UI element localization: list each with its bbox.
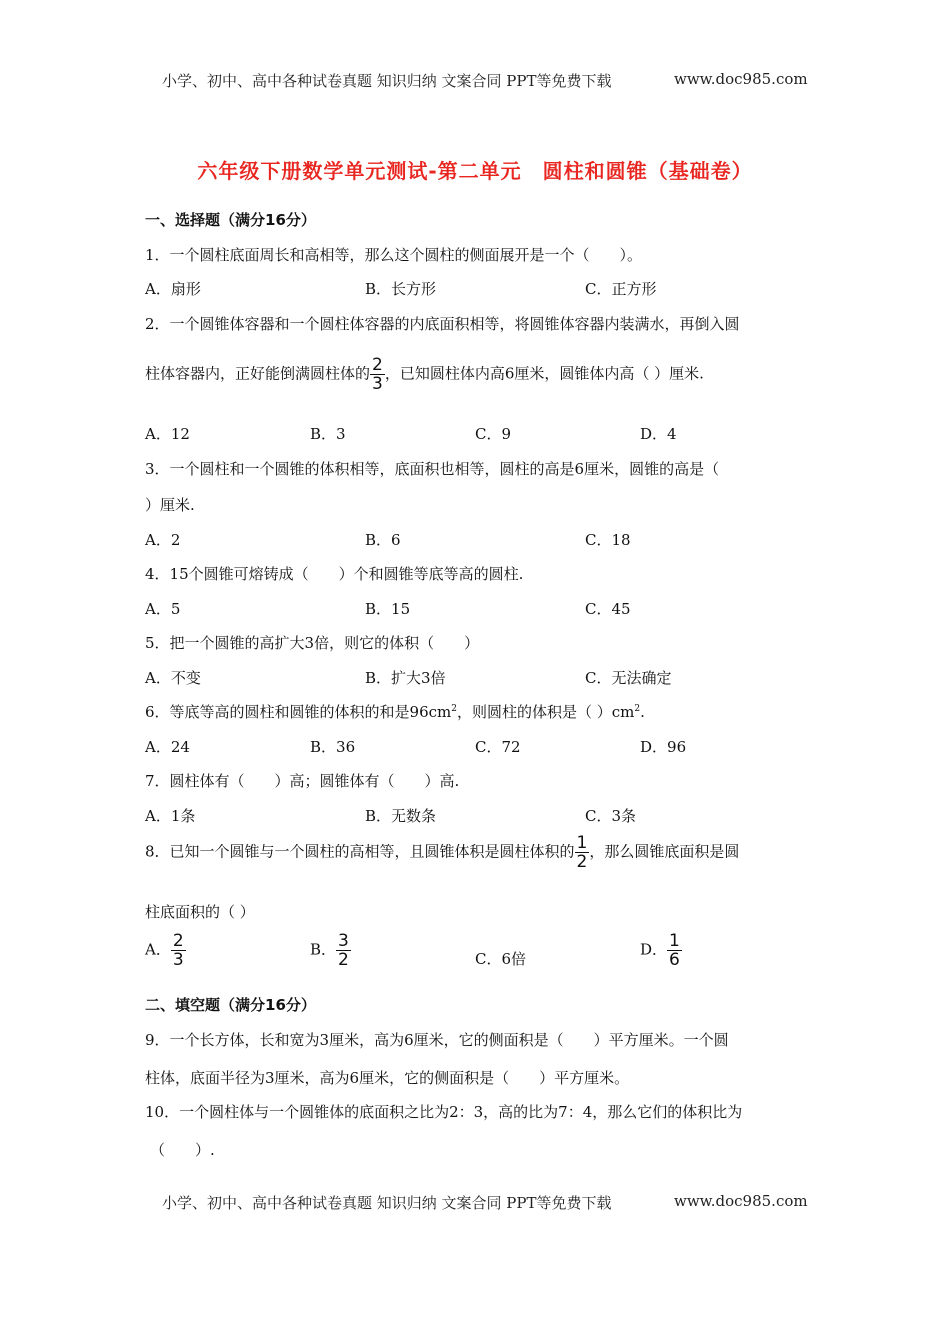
numerator: 1 bbox=[576, 833, 588, 853]
option: C．6倍 bbox=[475, 950, 527, 968]
option-label: D． bbox=[640, 940, 668, 959]
question-5: 5．把一个圆锥的高扩大3倍，则它的体积（ ） bbox=[145, 634, 480, 652]
question-1: 1．一个圆柱底面周长和高相等，那么这个圆柱的侧面展开是一个（ ）。 bbox=[145, 246, 643, 264]
superscript: 2 bbox=[634, 704, 641, 714]
question-9-line-1: 9．一个长方体，长和宽为3厘米，高为6厘米，它的侧面积是（ ）平方厘米。一个圆 bbox=[145, 1031, 729, 1049]
text-fragment: ，则圆柱的体积是（ ）cm bbox=[457, 703, 635, 721]
question-10-line-1: 10．一个圆柱体与一个圆锥体的底面积之比为2：3，高的比为7：4，那么它们的体积比为 bbox=[145, 1103, 743, 1121]
option: B．6 bbox=[365, 531, 401, 549]
option: A．1条 bbox=[145, 807, 196, 825]
option-label: A． bbox=[145, 940, 171, 959]
option: B．3 bbox=[310, 425, 346, 443]
fraction bbox=[575, 834, 590, 871]
option: C．3条 bbox=[585, 807, 637, 825]
question-8-line-2: 柱底面积的（ ） bbox=[145, 903, 255, 921]
header-text: 小学、初中、高中各种试卷真题 知识归纳 文案合同 PPT等免费下载 bbox=[162, 72, 612, 90]
option: A．12 bbox=[145, 425, 190, 443]
question-9-line-2: 柱体，底面半径为3厘米，高为6厘米，它的侧面积是（ ）平方厘米。 bbox=[145, 1069, 630, 1087]
option: C．45 bbox=[585, 600, 631, 618]
section-heading: 一、选择题（满分16分） bbox=[145, 211, 316, 229]
page-header bbox=[162, 70, 808, 91]
fraction bbox=[171, 932, 186, 969]
fraction bbox=[667, 932, 682, 969]
section-heading: 二、填空题（满分16分） bbox=[145, 996, 316, 1014]
option bbox=[310, 932, 351, 969]
text-fragment: 6．等底等高的圆柱和圆锥的体积的和是96cm bbox=[145, 703, 452, 721]
fraction bbox=[370, 356, 385, 393]
header-site[interactable]: www.doc985.com bbox=[674, 70, 808, 88]
option: C．无法确定 bbox=[585, 669, 672, 687]
option: C．9 bbox=[475, 425, 512, 443]
option bbox=[145, 932, 186, 969]
option: C．72 bbox=[475, 738, 521, 756]
option: A．不变 bbox=[145, 669, 201, 687]
option: B．无数条 bbox=[365, 807, 437, 825]
option: D．96 bbox=[640, 738, 687, 756]
option: C．正方形 bbox=[585, 280, 657, 298]
question-4: 4．15个圆锥可熔铸成（ ）个和圆锥等底等高的圆柱. bbox=[145, 565, 524, 583]
option: B．15 bbox=[365, 600, 411, 618]
option: A．24 bbox=[145, 738, 190, 756]
option: A．扇形 bbox=[145, 280, 201, 298]
question-10-line-2: （ ）. bbox=[150, 1141, 215, 1159]
option: D．4 bbox=[640, 425, 677, 443]
page-title: 六年级下册数学单元测试-第二单元 圆柱和圆锥（基础卷） bbox=[197, 159, 753, 183]
option: A．2 bbox=[145, 531, 181, 549]
question-6 bbox=[145, 701, 645, 722]
numerator: 2 bbox=[372, 355, 383, 375]
option: A．5 bbox=[145, 600, 181, 618]
question-8-line-1 bbox=[145, 834, 739, 871]
denominator: 3 bbox=[172, 950, 184, 970]
denominator: 2 bbox=[338, 950, 349, 970]
superscript: 2 bbox=[451, 704, 457, 714]
denominator: 6 bbox=[669, 950, 680, 970]
option: C．18 bbox=[585, 531, 631, 549]
denominator: 3 bbox=[372, 374, 383, 394]
fraction bbox=[336, 932, 351, 969]
footer-site[interactable]: www.doc985.com bbox=[674, 1192, 808, 1210]
option: B．36 bbox=[310, 738, 356, 756]
numerator: 1 bbox=[669, 931, 680, 951]
page-footer bbox=[162, 1192, 808, 1213]
denominator: 2 bbox=[576, 852, 588, 872]
numerator: 3 bbox=[338, 931, 349, 951]
option bbox=[640, 932, 682, 969]
question-3-line-2: ）厘米. bbox=[145, 496, 195, 514]
option-label: B． bbox=[310, 940, 337, 959]
text-fragment: ，那么圆锥底面积是圆 bbox=[589, 842, 740, 861]
text-fragment: 柱体容器内，正好能倒满圆柱体的 bbox=[145, 364, 371, 383]
numerator: 2 bbox=[172, 931, 184, 951]
option: B．长方形 bbox=[365, 280, 437, 298]
question-7: 7．圆柱体有（ ）高；圆锥体有（ ）高. bbox=[145, 772, 460, 790]
footer-text: 小学、初中、高中各种试卷真题 知识归纳 文案合同 PPT等免费下载 bbox=[162, 1194, 612, 1212]
option: B．扩大3倍 bbox=[365, 669, 446, 687]
question-2-line-1: 2．一个圆锥体容器和一个圆柱体容器的内底面积相等，将圆锥体容器内装满水，再倒入圆 bbox=[145, 315, 740, 333]
text-fragment: . bbox=[640, 703, 645, 721]
question-3-line-1: 3．一个圆柱和一个圆锥的体积相等，底面积也相等，圆柱的高是6厘米，圆锥的高是（ bbox=[145, 460, 720, 478]
text-fragment: 8．已知一个圆锥与一个圆柱的高相等，且圆锥体积是圆柱体积的 bbox=[145, 842, 575, 861]
text-fragment: ，已知圆柱体内高6厘米，圆锥体内高（ ）厘米. bbox=[384, 364, 704, 383]
question-2-line-2 bbox=[145, 356, 704, 393]
